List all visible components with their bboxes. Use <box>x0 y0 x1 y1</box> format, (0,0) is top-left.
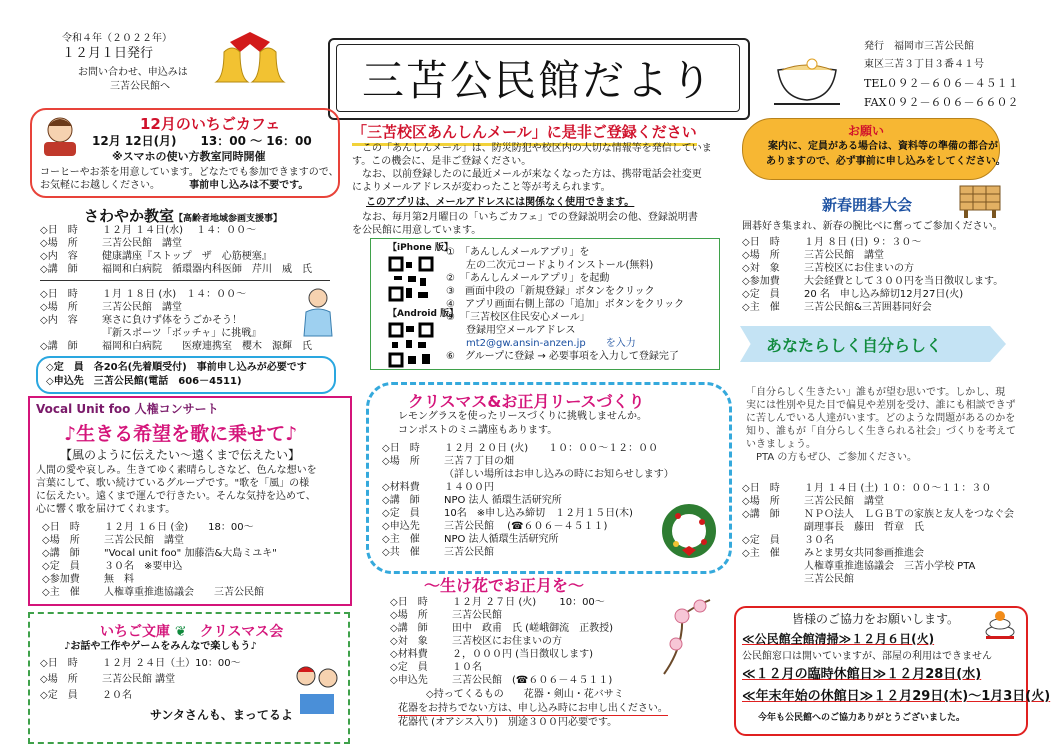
holly-icon: ❦ <box>174 624 187 640</box>
anshin-p7: を公民館に用意しています。 <box>352 225 482 236</box>
row-value: 20 名 申し込み締切12月27日(火) <box>804 289 964 300</box>
kagami-mochi-icon <box>980 600 1020 640</box>
row-value: みとま男女共同参画推進会 <box>804 548 924 559</box>
closed-dec <box>742 668 981 682</box>
row-key: ◇定 員 <box>742 289 780 300</box>
row-value: 三苫公民館 講堂 <box>102 674 176 685</box>
row-value: 副理事長 藤田 哲章 氏 <box>804 522 924 533</box>
row-value: １２月 １４日(水) １４：００～ <box>102 225 257 236</box>
concert-p1: 人間の愛や哀しみ。生きてゆく素晴らしさなど、色んな想いを <box>36 465 317 476</box>
row-value: 人権尊重推進協議会 三苫公民館 <box>104 587 264 598</box>
row-key: ◇定 員 <box>390 662 428 673</box>
igo-details <box>742 236 1003 314</box>
igo-intro: 囲碁好き集まれ、新春の腕比べに奮ってご参加ください。 <box>742 221 1003 232</box>
anata-line: 「自分らしく生きたい」誰もが望む思いです。しかし、現 <box>746 387 1006 398</box>
anata-line: PTA の方もぜひ、ご参加ください。 <box>746 452 917 463</box>
row-key: ◇日 時 <box>40 658 78 669</box>
wreath-title: クリスマス&お正月リースづくり <box>408 392 645 411</box>
ikebana-details <box>390 596 613 687</box>
row-key: ◇日 時 <box>390 597 428 608</box>
bells-icon <box>210 22 290 92</box>
row-key: ◇定 員 <box>382 508 420 519</box>
step: ① 「あんしんメールアプリ」を <box>446 247 590 258</box>
children-with-book-icon <box>290 660 344 722</box>
sawayaka-capacity: ◇定 員 各20名(先着順受付) 事前申し込みが必要です <box>46 362 307 373</box>
anata-line: 実には性別や見た目で偏見や差別を受け、誰にも相談できず <box>746 400 1016 411</box>
row-key: ◇場 所 <box>390 610 428 621</box>
step: ③ 画面中段の「新規登録」ボタンをクリック <box>446 286 655 297</box>
row-value: NPO 法人 循環生活研究所 <box>444 495 562 506</box>
row-key: ◇講 師 <box>742 509 780 520</box>
row-key: ◇講 師 <box>390 623 428 634</box>
onegai-title: お願い <box>848 124 885 138</box>
qr-code-iphone-icon <box>388 256 434 302</box>
step: ⑥ グループに登録 → 必要事項を入力して登録完了 <box>446 351 679 362</box>
row-value: １２月 １６日 (金) 18：00～ <box>104 522 254 533</box>
row-value: 『新スポーツ「ボッチャ」に挑戦』 <box>102 328 262 339</box>
iphone-label: 【iPhone 版】 <box>388 243 453 253</box>
row-value: 三苫公民館 講堂 <box>804 250 884 261</box>
row-value: （詳しい場所はお申し込みの時にお知らせします） <box>444 469 674 480</box>
row-value: 三苫公民館 <box>804 574 854 585</box>
row-key: ◇場 所 <box>382 456 420 467</box>
row-value: １２月 ２４日（土）10：00～ <box>102 658 241 669</box>
bunko-title-b: クリスマス会 <box>199 624 284 640</box>
row-value: 三苫校区にお住まいの方 <box>804 263 914 274</box>
anata-line: いきましょう。 <box>746 439 816 450</box>
masthead <box>336 44 740 112</box>
sawayaka-session1 <box>40 224 312 276</box>
issue-era: 令和４年（２０２２年） <box>62 33 172 44</box>
row-value: 人権尊重推進協議会 三苫小学校 PTA <box>804 561 976 572</box>
row-value: ２０名 <box>102 690 132 701</box>
row-key: ◇申込先 <box>382 521 420 532</box>
ichigo-cafe-sub: ※スマホの使い方教室同時開催 <box>112 150 266 163</box>
row-key: ◇講 師 <box>382 495 420 506</box>
anata-line: に苦しんでいる人達がいます。どのような問題があるのかを <box>746 413 1016 424</box>
row-value: 三苫公民館 講堂 <box>804 496 884 507</box>
row-value: １２月 ２７日 (火) 10：00～ <box>452 597 605 608</box>
row-value: 三苫公民館 <box>444 547 494 558</box>
anshin-title: 「三苫校区あんしんメール」に是非ご登録ください <box>352 121 697 146</box>
doctor-icon <box>298 284 338 338</box>
row-key: ◇内 容 <box>40 251 78 262</box>
sawayaka-session2 <box>40 288 312 353</box>
cleaning-notice <box>742 632 934 646</box>
sawayaka-title-text: さわやか教室 <box>84 207 175 225</box>
row-value: ３０名 <box>804 535 834 546</box>
step-email[interactable]: mt2@gw.ansin-anzen.jp を入力 <box>446 338 636 349</box>
row-value: 三苫７丁目の畑 <box>444 456 514 467</box>
row-value: １月 １８日 (水) １４：００～ <box>102 289 247 300</box>
row-value: ３０名 ※要申込 <box>104 561 183 572</box>
row-key: ◇講 師 <box>42 548 80 559</box>
anshin-p6: なお、毎月第2月曜日の「いちごカフェ」での登録説明会の他、登録説明書 <box>352 212 698 223</box>
anata-details <box>742 482 1014 586</box>
row-value: 福岡和白病院 循環器内科医師 芹川 威 氏 <box>102 264 312 275</box>
sawayaka-divider <box>40 280 330 281</box>
row-value: １０名 <box>452 662 482 673</box>
anshin-p2: す。この機会に、是非ご登録ください。 <box>352 156 532 167</box>
concert-details <box>42 521 277 599</box>
row-value: "Vocal unit foo" 加藤浩&大島ミユキ" <box>104 548 277 559</box>
ikebana-note1: 花器をお持ちでない方は、申し込み時にお申し出ください。 <box>398 703 668 714</box>
cooperation-title: 皆様のご協力をお願いします。 <box>792 612 960 626</box>
row-key: ◇材料費 <box>382 482 420 493</box>
step: ④ アプリ画面右側上部の「追加」ボタンをクリック <box>446 299 685 310</box>
closed-newyear <box>742 690 1050 704</box>
igo-title: 新春囲碁大会 <box>822 196 913 214</box>
row-value: 田中 政甫 氏 (嵯峨御流 正教授) <box>452 623 613 634</box>
step: 登録用空メールアドレス <box>446 325 576 336</box>
row-value: 大会経費として３００円を当日徴収します。 <box>804 276 1004 287</box>
row-key: ◇参加費 <box>42 574 80 585</box>
step: ② 「あんしんメールアプリ」を起動 <box>446 273 610 284</box>
row-value: 三苫公民館 (☎６０６－４５１１) <box>452 675 613 686</box>
row-key: ◇主 催 <box>42 587 80 598</box>
bunko-title <box>100 621 283 641</box>
step: 左の二次元コードよりインストール(無料) <box>446 260 654 271</box>
ichigo-cafe-date: 12月 12日(月) 13：00 ～ 16：00 <box>92 134 312 148</box>
qr-code-android-icon <box>388 322 434 368</box>
concert-p4: 心に響く歌を届けてくれます。 <box>36 504 176 515</box>
row-key: ◇参加費 <box>742 276 780 287</box>
onegai-line2: ありますので、必ず事前に申し込みをしてください。 <box>766 156 1006 167</box>
row-key: ◇講 師 <box>40 264 78 275</box>
anshin-p3: なお、以前登録したのに最近メールが来なくなった方は、携帯電話会社変更 <box>352 169 702 180</box>
bunko-sub: ♪お話や工作やゲームをみんなで楽しもう♪ <box>64 641 257 652</box>
row-value: １２月 ２０日 (火) １０：００～１２：００ <box>444 443 659 454</box>
thanks: 今年も公民館へのご協力ありがとうございました。 <box>758 713 966 723</box>
concert-p3: に伝えたい。遠くまで運んで行きたい。そんな気持を込めて、 <box>36 491 316 502</box>
row-value: 三苫公民館 講堂 <box>102 302 182 313</box>
wreath-line1: レモングラスを使ったリースづくりに挑戦しませんか。 <box>398 411 647 422</box>
ichigo-cafe-line2a: お気軽にお越しください。 <box>40 180 160 191</box>
row-key: ◇定 員 <box>742 535 780 546</box>
row-value: ＮＰＯ法人 ＬＧＢＴの家族と友人をつなぐ会 <box>804 509 1014 520</box>
ikebana-note2: 花器代 (オアシス入り) 別途３００円必要です。 <box>398 717 618 728</box>
row-key: ◇共 催 <box>382 547 420 558</box>
row-key: ◇主 催 <box>382 534 420 545</box>
contact-line2: 三苫公民館へ <box>110 81 170 92</box>
publisher: 福岡市三苫公民館 <box>894 41 974 52</box>
anata-title: あなたらしく自分らしく <box>766 336 943 355</box>
anshin-p1: この「あんしんメール」は、防災防犯や校区内の大切な情報等を発信していま <box>352 143 712 154</box>
plum-blossom-icon <box>654 596 718 676</box>
go-board-icon <box>956 180 1004 220</box>
udon-bowl-icon <box>772 40 842 108</box>
cleaning-sub: 公民館窓口は開いていますが、部屋の利用はできません <box>742 651 992 662</box>
ikebana-bring: ◇持ってくるもの 花器・剣山・花バサミ <box>426 689 624 700</box>
row-key: ◇日 時 <box>40 289 78 300</box>
row-key: ◇場 所 <box>742 496 780 507</box>
bunko-title-a: いちご文庫 <box>100 624 170 640</box>
row-value: 三苫公民館 <box>452 610 502 621</box>
row-key: ◇材料費 <box>390 649 428 660</box>
row-value: 寒さに負けず体をうごかそう！ <box>102 315 242 326</box>
row-key: ◇定 員 <box>42 561 80 572</box>
row-key: ◇主 催 <box>742 302 780 313</box>
row-key: ◇日 時 <box>742 237 780 248</box>
row-key: ◇場 所 <box>42 535 80 546</box>
concert-pre: Vocal Unit foo 人権コンサート <box>36 402 219 416</box>
row-key: ◇場 所 <box>40 302 78 313</box>
wreath-details <box>382 442 674 559</box>
row-key: ◇日 時 <box>40 225 78 236</box>
bunko-details <box>40 656 241 704</box>
concert-p2: 言葉にして、歌い続けているグループです。"歌を「風」の様 <box>36 478 310 489</box>
row-value: 健康講座『ストップ ザ 心筋梗塞』 <box>102 251 272 262</box>
row-key: ◇場 所 <box>40 674 78 685</box>
row-value: ２，０００円 (当日徴収します) <box>452 649 593 660</box>
girl-with-cake-icon <box>36 112 84 162</box>
wreath-line2: コンポストのミニ講座もあります。 <box>398 425 558 436</box>
row-key: ◇申込先 <box>390 675 428 686</box>
row-value: NPO 法人循環生活研究所 <box>444 534 559 545</box>
anshin-p4: によりメールアドレスが変わったこと等が考えられます。 <box>352 182 611 193</box>
row-value: 三苫公民館 講堂 <box>104 535 184 546</box>
row-value: 10名 ※申し込み締切 １２月１５日(木) <box>444 508 633 519</box>
ikebana-title: ～生け花でお正月を～ <box>424 576 585 595</box>
row-value: 三苫公民館 講堂 <box>102 238 182 249</box>
row-key: ◇定 員 <box>40 690 78 701</box>
cleaning-notice-text: ≪公民館全館清掃≫１２月６日(火) <box>742 632 935 646</box>
row-value: 三苫校区にお住まいの方 <box>452 636 562 647</box>
row-key: ◇日 時 <box>382 443 420 454</box>
row-value: １月 ８日 (日) ９：３０～ <box>804 237 922 248</box>
ichigo-cafe-line1: コーヒーやお茶を用意しています。どなたでも参加できますので、 <box>40 167 339 178</box>
sawayaka-title <box>84 205 282 226</box>
anshin-p5: このアプリは、メールアドレスには関係なく使用できます。 <box>366 197 635 208</box>
step: ⑤ 「三苫校区住民安心メール」 <box>446 312 590 323</box>
row-value: １４００円 <box>444 482 494 493</box>
fax: FAX０９２－６０６－６６０２ <box>864 96 1019 109</box>
concert-title: ♪生きる希望を歌に乗せて♪ <box>64 423 298 445</box>
row-value: 福岡和白病院 医療連携室 櫻木 源輝 氏 <box>102 341 312 352</box>
page-title: 三苫公民館だより <box>361 56 714 105</box>
closed-dec-text: ≪１２月の臨時休館日≫１２月28日(水) <box>742 667 982 682</box>
sawayaka-apply: ◇申込先 三苫公民館(電話 606－4511) <box>46 376 242 387</box>
row-key: ◇講 師 <box>40 341 78 352</box>
anshin-steps <box>446 246 684 363</box>
concert-quote: 【風のように伝えたい～遠くまで伝えたい】 <box>60 448 301 462</box>
bunko-closing: サンタさんも、まってるよ <box>150 708 293 722</box>
sawayaka-title-sub: 【高齢者地域参画支援事】 <box>174 214 283 224</box>
row-key: ◇内 容 <box>40 315 78 326</box>
row-value: 無 料 <box>104 574 134 585</box>
row-key: ◇場 所 <box>40 238 78 249</box>
onegai-line1: 案内に、定員がある場合は、資料等の準備の都合が <box>768 141 998 152</box>
ichigo-cafe-note: 事前申し込みは不要です。 <box>189 180 309 191</box>
row-key: ◇主 催 <box>742 548 780 559</box>
issue-date: １２月１日発行 <box>62 46 154 61</box>
publisher-label: 発行 <box>864 41 884 52</box>
row-value: １月 １４日 (土) １０：００～１１：３０ <box>804 483 992 494</box>
contact-line1: お問い合わせ、申込みは <box>78 67 188 78</box>
closed-newyear-text: ≪年末年始の休館日≫１２月29日(木)～1月3日(火) <box>742 689 1051 704</box>
anata-line: 知り、誰もが「自分らしく生きられる社会」づくりを考えて <box>746 426 1016 437</box>
ichigo-cafe-line2 <box>40 179 308 192</box>
tel: TEL０９２－６０６－４５１１ <box>864 77 1019 90</box>
address: 東区三苫３丁目３番４１号 <box>864 59 984 70</box>
row-key: ◇対 象 <box>390 636 428 647</box>
row-value: 三苫公民館 (☎６０６－４５１１) <box>444 521 608 532</box>
row-value: 三苫公民館&三苫囲碁同好会 <box>804 302 932 313</box>
row-key: ◇場 所 <box>742 250 780 261</box>
christmas-wreath-icon <box>660 502 718 560</box>
row-key: ◇日 時 <box>42 522 80 533</box>
anata-body <box>746 386 1016 464</box>
ichigo-cafe-title: 12月のいちごカフェ <box>140 115 281 133</box>
android-label: 【Android 版】 <box>388 309 459 319</box>
row-key: ◇日 時 <box>742 483 780 494</box>
row-key: ◇対 象 <box>742 263 780 274</box>
